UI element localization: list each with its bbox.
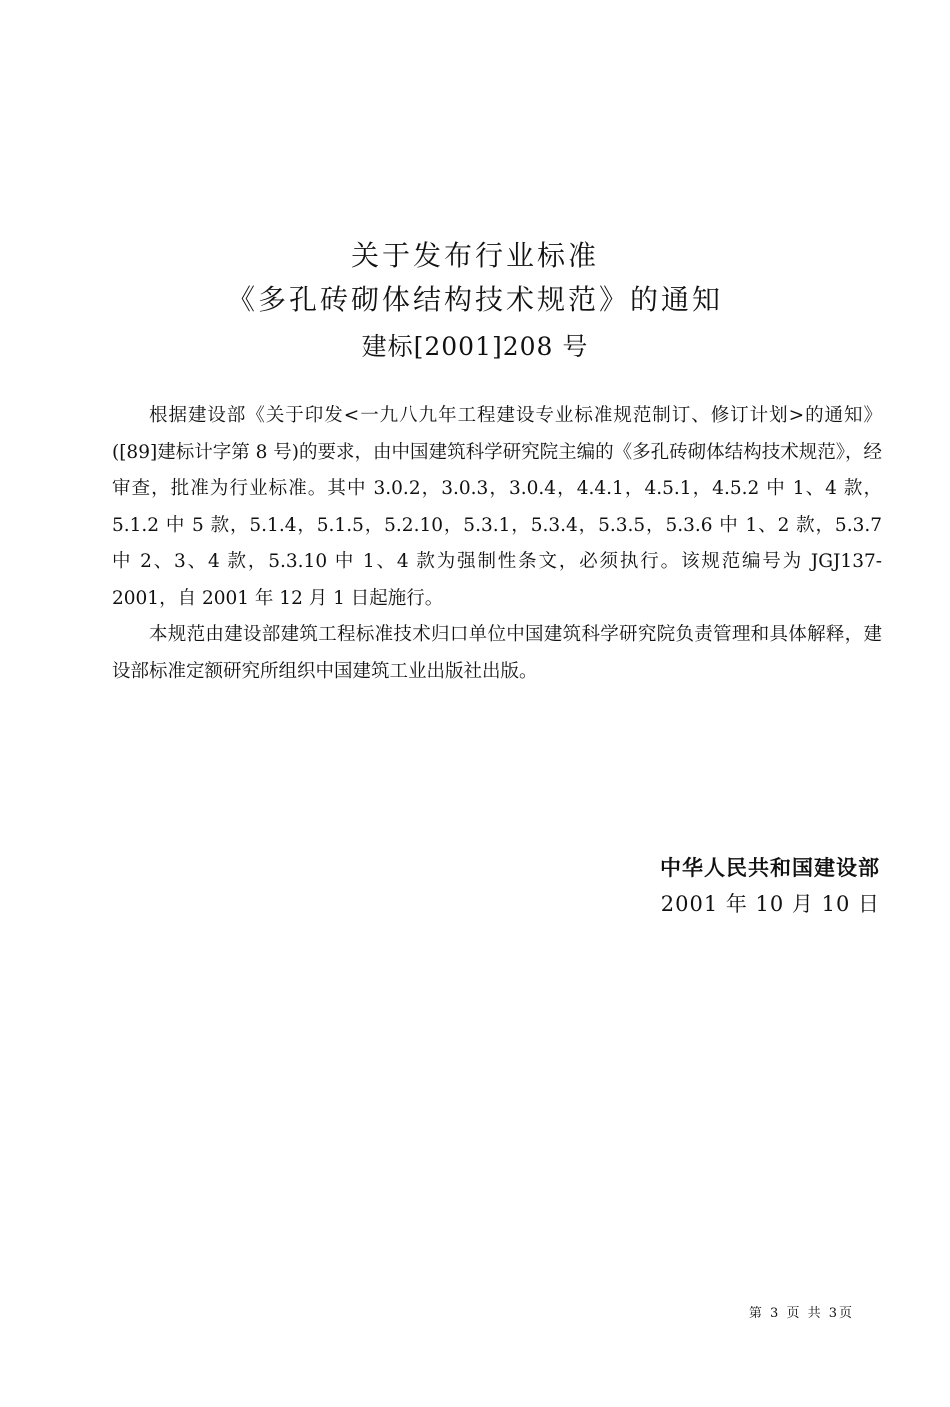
body-paragraph-2: 本规范由建设部建筑工程标准技术归口单位中国建筑科学研究院负责管理和具体解释，建设部标准定额研究所组织中国建筑工业出版社出版。 [112,624,882,682]
issue-date: 2001 年 10 月 10 日 [660,892,880,916]
notice-title-line-1: 关于发布行业标准 [350,239,599,272]
page-number-footer: 第 3 页 共 3页 [748,1306,854,1321]
issuing-organization: 中华人民共和国建设部 [660,856,880,880]
body-paragraph-1: 根据建设部《关于印发<一九八九年工程建设专业标准规范制订、修订计划>的通知》([89]建标计字第 8 号)的要求，由中国建筑科学研究院主编的《多孔砖砌体结构技术规范》，经审查，批准为行业标准。其中 3.0.2，3.0.3，3.0.4，4.4.1，4.5.1，4.5.2 中 1、4 款，5.1.2 中 5 款，5.1.4，5.1.5，5.2.10，5.3.1，5.3.4，5.3.5，5.3.6 中 1、2 款，5.3.7 中 2、3、4 款，5.3.10 中 1、4 款为强制性条文，必须执行。该规范编号为 JGJ137-2001，自 2001 年 12 月 1 日起施行。 [112,405,882,609]
notice-title-block [0,234,950,370]
document-number: 建标[2001]208 号 [361,332,589,361]
notice-body [112,398,882,690]
notice-title-line-2: 《多孔砖砌体结构技术规范》的通知 [226,283,723,316]
signature-block [660,850,880,922]
